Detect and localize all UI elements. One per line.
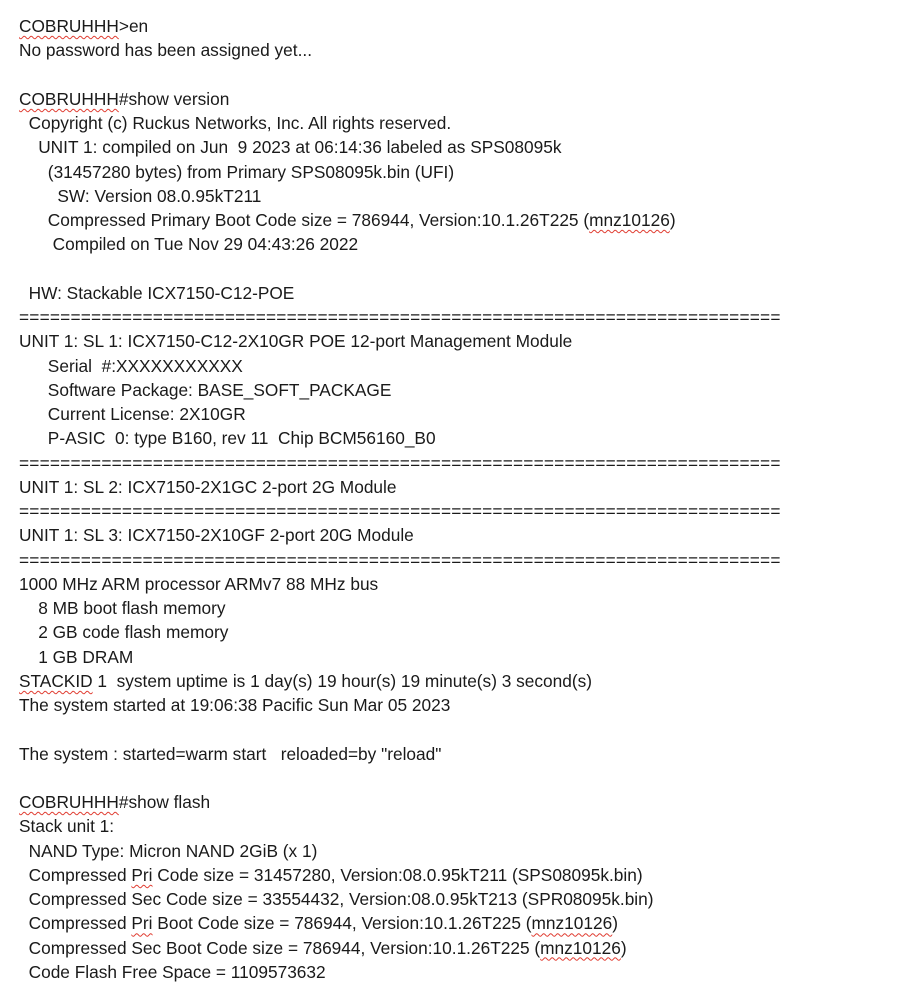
line-text: HW: Stackable ICX7150-C12-POE xyxy=(19,282,295,303)
line-text: 2 GB code flash memory xyxy=(19,622,229,643)
line-text: Current License: 2X10GR xyxy=(19,404,246,424)
output-line xyxy=(19,693,889,717)
output-line xyxy=(19,839,889,863)
line-text: 8 MB boot flash memory xyxy=(19,598,226,618)
line-text: Compressed xyxy=(19,913,132,934)
output-line xyxy=(19,14,889,38)
output-line xyxy=(19,572,889,596)
line-text: ========================================================================== xyxy=(19,307,781,327)
line-text: 1000 MHz ARM processor ARMv7 88 MHz bus xyxy=(19,573,379,594)
line-text: UNIT 1: SL 1: ICX7150-C12-2X10GR POE 12-port Management Module xyxy=(19,331,573,352)
line-text: Code Flash Free Space = 1109573632 xyxy=(19,961,326,982)
line-text: ========================================================================== xyxy=(19,452,781,473)
line-text: ========================================================================== xyxy=(19,501,781,521)
line-text: #show version xyxy=(118,88,230,109)
spellcheck-flagged-word: Pri xyxy=(131,913,153,934)
terminal-output-document xyxy=(19,14,889,984)
line-text: Compiled on Tue Nov 29 04:43:26 2022 xyxy=(19,234,359,255)
spellcheck-flagged-word: mnz10126 xyxy=(531,913,613,934)
output-line xyxy=(19,354,889,378)
output-line xyxy=(19,184,889,208)
output-line xyxy=(19,402,889,426)
line-text: 1 GB DRAM xyxy=(19,646,134,667)
output-line xyxy=(19,620,889,644)
output-line xyxy=(19,87,889,111)
separator-line xyxy=(19,305,889,329)
output-line xyxy=(19,232,889,256)
line-text: (31457280 bytes) from Primary SPS08095k.bin (UFI) xyxy=(19,161,455,182)
line-text: Compressed xyxy=(19,864,132,885)
spellcheck-flagged-word: mnz10126 xyxy=(540,937,621,958)
spellcheck-flagged-word: Pri xyxy=(131,864,153,885)
line-text: NAND Type: Micron NAND 2GiB (x 1) xyxy=(19,840,318,861)
line-text: >en xyxy=(118,16,149,36)
separator-line xyxy=(19,451,889,475)
output-line xyxy=(19,911,889,935)
output-line xyxy=(19,742,889,766)
output-line xyxy=(19,257,889,281)
spellcheck-flagged-word: STACKID xyxy=(19,670,93,691)
output-line xyxy=(19,596,889,620)
line-text: ) xyxy=(620,937,627,958)
output-line xyxy=(19,160,889,184)
output-line xyxy=(19,936,889,960)
line-text: The system : started=warm start reloaded=by "reload" xyxy=(19,743,442,764)
line-text: Compressed Sec Code size = 33554432, Version:08.0.95kT213 (SPR08095k.bin) xyxy=(19,889,654,909)
output-line xyxy=(19,329,889,353)
output-line xyxy=(19,717,889,741)
output-line xyxy=(19,426,889,450)
output-line xyxy=(19,645,889,669)
output-line xyxy=(19,766,889,790)
output-line xyxy=(19,790,889,814)
line-text: No password has been assigned yet... xyxy=(19,40,312,61)
output-line xyxy=(19,281,889,305)
output-line xyxy=(19,111,889,135)
output-line xyxy=(19,135,889,159)
output-line xyxy=(19,63,889,87)
line-text: 1 system uptime is 1 day(s) 19 hour(s) 19 minute(s) 3 second(s) xyxy=(92,670,593,691)
line-text: UNIT 1: SL 3: ICX7150-2X10GF 2-port 20G Module xyxy=(19,525,414,546)
separator-line xyxy=(19,548,889,572)
output-line xyxy=(19,38,889,62)
spellcheck-flagged-word: COBRUHHH xyxy=(19,88,119,109)
line-text: #show flash xyxy=(118,792,211,812)
output-line xyxy=(19,814,889,838)
line-text: ) xyxy=(612,913,618,934)
line-text: SW: Version 08.0.95kT211 xyxy=(19,185,262,206)
line-text: ========================================================================== xyxy=(19,549,781,570)
line-text: Copyright (c) Ruckus Networks, Inc. All rights reserved. xyxy=(19,113,452,133)
line-text: Stack unit 1: xyxy=(19,816,115,837)
line-text: ) xyxy=(669,210,676,230)
output-line xyxy=(19,378,889,402)
line-text: Boot Code size = 786944, Version:10.1.26T225 ( xyxy=(152,913,532,934)
line-text: Compressed Primary Boot Code size = 786944, Version:10.1.26T225 ( xyxy=(19,210,590,230)
spellcheck-flagged-word: mnz10126 xyxy=(589,210,670,230)
line-text: Serial #:XXXXXXXXXXX xyxy=(19,355,243,376)
line-text: Compressed Sec Boot Code size = 786944, Version:10.1.26T225 ( xyxy=(19,937,541,958)
line-text: UNIT 1: compiled on Jun 9 2023 at 06:14:36 labeled as SPS08095k xyxy=(19,137,562,158)
spellcheck-flagged-word: COBRUHHH xyxy=(19,16,119,36)
output-line xyxy=(19,960,889,984)
line-text: Code size = 31457280, Version:08.0.95kT211 (SPS08095k.bin) xyxy=(152,864,643,885)
line-text: UNIT 1: SL 2: ICX7150-2X1GC 2-port 2G Module xyxy=(19,476,397,497)
separator-line xyxy=(19,499,889,523)
line-text: Software Package: BASE_SOFT_PACKAGE xyxy=(19,379,392,400)
line-text: The system started at 19:06:38 Pacific Sun Mar 05 2023 xyxy=(19,695,451,715)
output-line xyxy=(19,887,889,911)
output-line xyxy=(19,523,889,547)
line-text: P-ASIC 0: type B160, rev 11 Chip BCM56160_B0 xyxy=(19,428,436,449)
output-line xyxy=(19,208,889,232)
spellcheck-flagged-word: COBRUHHH xyxy=(19,792,119,812)
output-line xyxy=(19,475,889,499)
output-line xyxy=(19,863,889,887)
output-line xyxy=(19,669,889,693)
